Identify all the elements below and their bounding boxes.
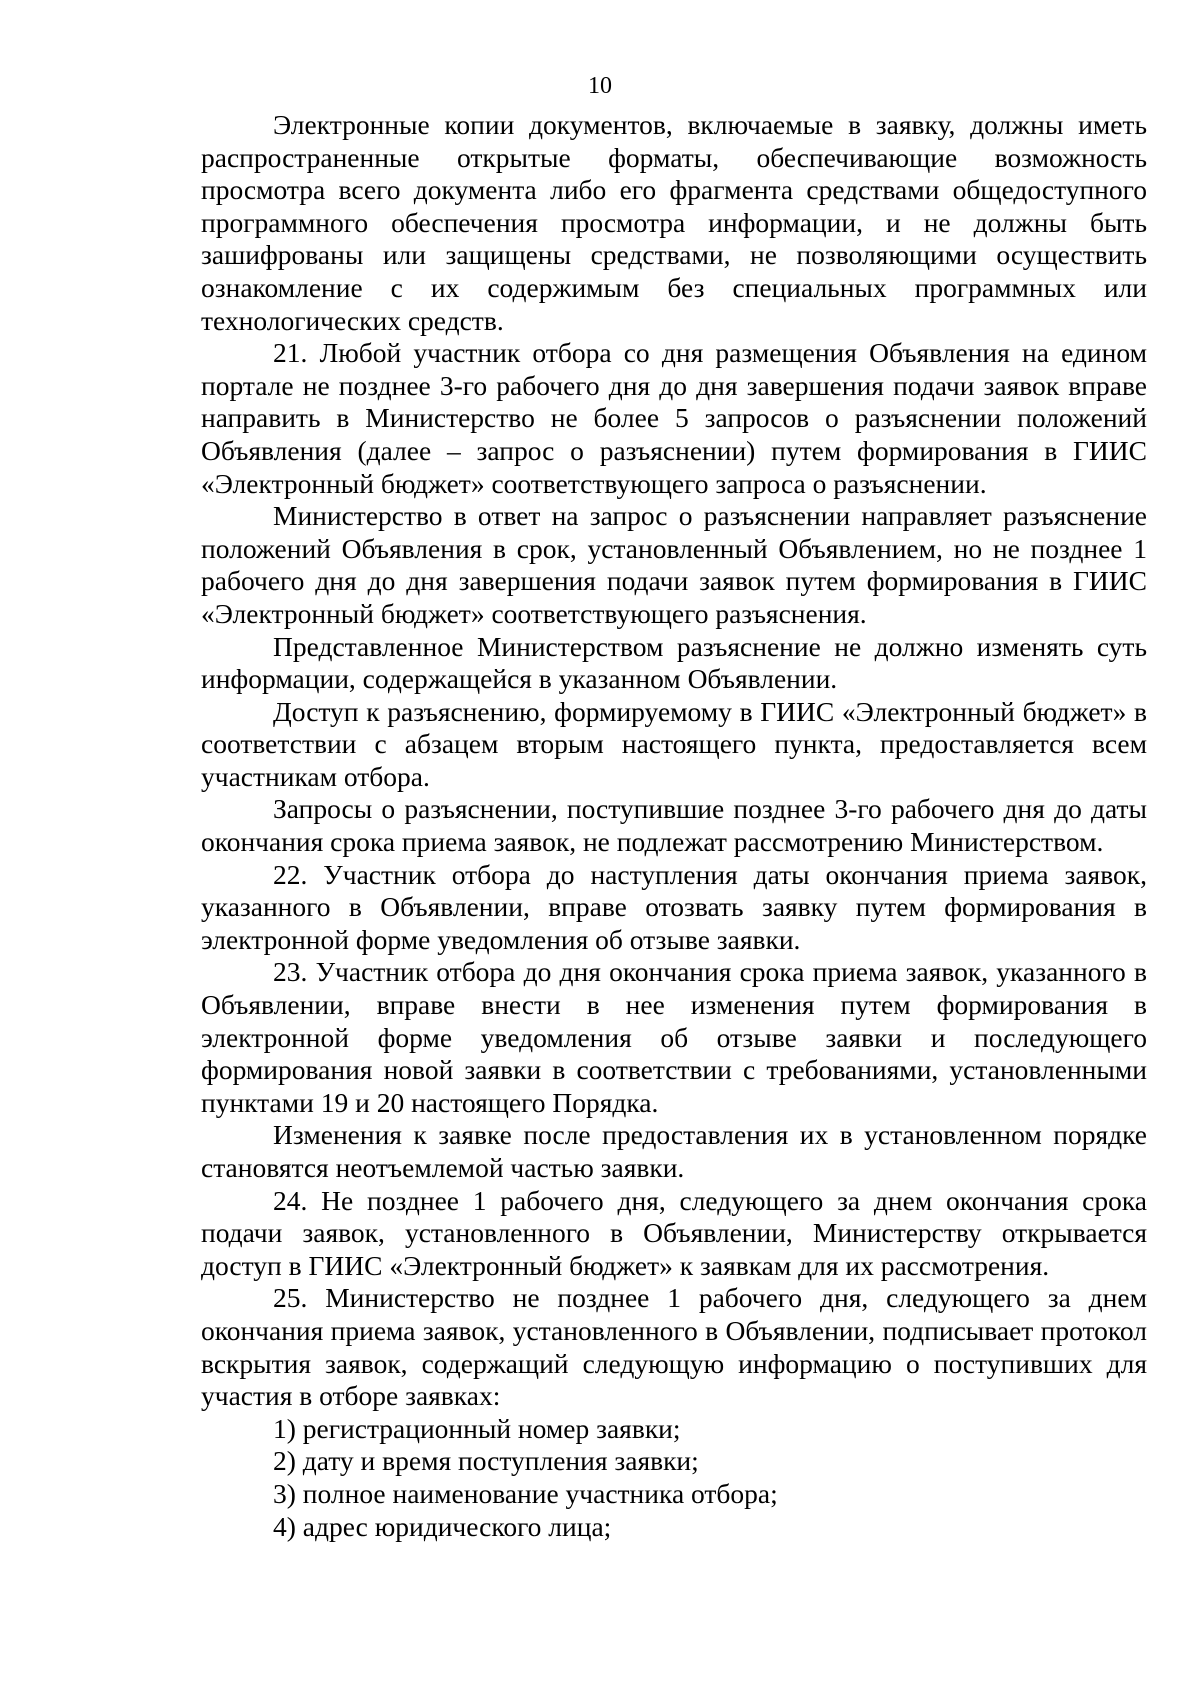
paragraph: Электронные копии документов, включаемые в заявку, должны иметь распространенные открытые форматы, обеспечивающие возможность просмотра всего документа либо его фрагмента средствами общедоступного программного обеспечения просмотра информации, и не должны быть зашифрованы или защищены средствами, не позволяющими осуществить ознакомление с их содержимым без специальных программных или технологических средств. [201, 109, 1147, 336]
paragraph: Изменения к заявке после предоставления их в установленном порядке становятся неотъемлемой частью заявки. [201, 1119, 1147, 1183]
paragraph: 22. Участник отбора до наступления даты окончания приема заявок, указанного в Объявлении, вправе отозвать заявку путем формирования в электронной форме уведомления об отзыве заявки. [201, 858, 1147, 955]
list-item: 4) адрес юридического лица; [273, 1510, 612, 1542]
paragraph: Запросы о разъяснении, поступившие позднее 3-го рабочего дня до даты окончания срока приема заявок, не подлежат рассмотрению Министерством. [201, 793, 1147, 858]
paragraph: 25. Министерство не позднее 1 рабочего дня, следующего за днем окончания приема заявок, установленного в Объявлении, подписывает протокол вскрытия заявок, содержащий следующую информацию о поступивших для участия в отборе заявках: [201, 1282, 1147, 1412]
paragraph: Министерство в ответ на запрос о разъяснении направляет разъяснение положений Объявления в срок, установленный Объявлением, но не позднее 1 рабочего дня до дня завершения подачи заявок путем формирования в ГИИС «Электронный бюджет» соответствующего разъяснения. [201, 500, 1147, 629]
document-body [201, 109, 1147, 1543]
list-item: 3) полное наименование участника отбора; [273, 1477, 778, 1509]
paragraph: 24. Не позднее 1 рабочего дня, следующего за днем окончания срока подачи заявок, установленного в Объявлении, Министерству открывается доступ в ГИИС «Электронный бюджет» к заявкам для их рассмотрения. [201, 1184, 1147, 1281]
list-item: 2) дату и время поступления заявки; [273, 1445, 699, 1477]
list-item: 1) регистрационный номер заявки; [273, 1412, 681, 1444]
paragraph: 21. Любой участник отбора со дня размещения Объявления на едином портале не позднее 3-го рабочего дня до дня завершения подачи заявок вправе направить в Министерство не более 5 запросов о разъяснении положений Объявления (далее – запрос о разъяснении) путем формирования в ГИИС «Электронный бюджет» соответствующего запроса о разъяснении. [201, 337, 1147, 499]
paragraph: Представленное Министерством разъяснение не должно изменять суть информации, содержащейся в указанном Объявлении. [201, 630, 1147, 695]
paragraph: 23. Участник отбора до дня окончания срока приема заявок, указанного в Объявлении, вправе внести в нее изменения путем формирования в электронной форме уведомления об отзыве заявки и последующего формирования новой заявки в соответствии с требованиями, установленными пунктами 19 и 20 настоящего Порядка. [201, 956, 1147, 1118]
page-number: 10 [588, 73, 612, 99]
paragraph: Доступ к разъяснению, формируемому в ГИИС «Электронный бюджет» в соответствии с абзацем вторым настоящего пункта, предоставляется всем участникам отбора. [201, 695, 1147, 792]
